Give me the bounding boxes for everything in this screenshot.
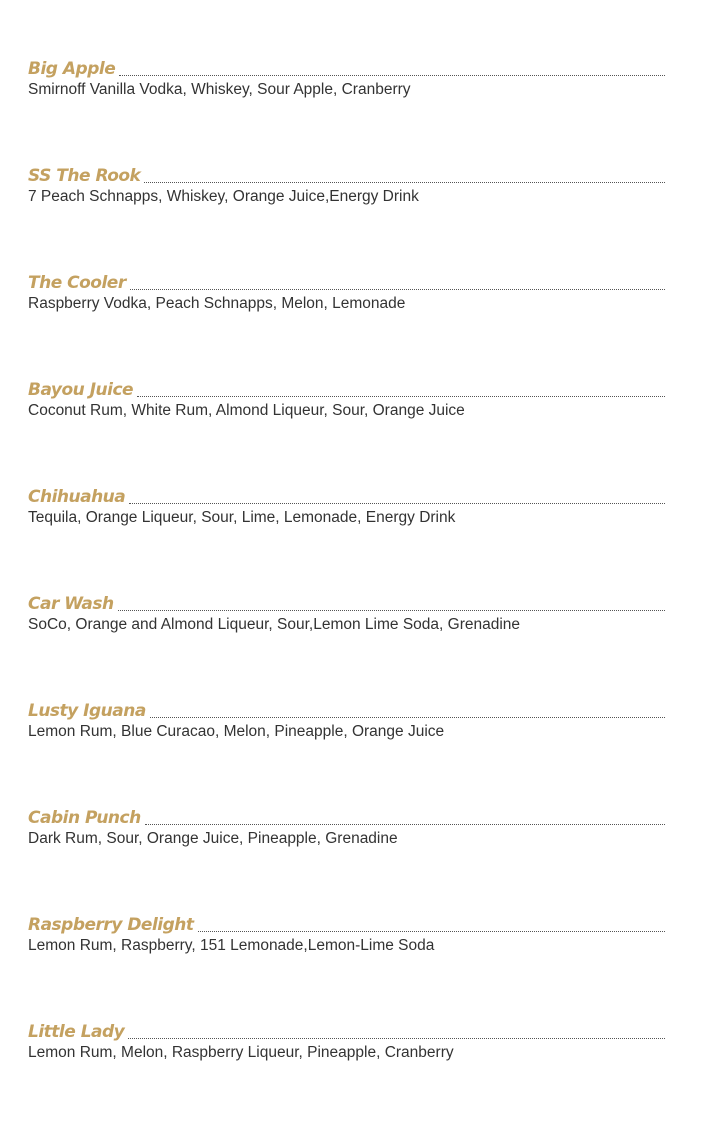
menu-item-header xyxy=(28,165,665,188)
dotted-leader xyxy=(198,931,665,932)
dotted-leader xyxy=(145,824,665,825)
drink-ingredients: Raspberry Vodka, Peach Schnapps, Melon, Lemonade xyxy=(28,295,406,312)
drink-name: Chihuahua xyxy=(28,487,126,507)
menu-item-header xyxy=(28,272,665,295)
drink-name: Car Wash xyxy=(28,594,114,614)
drink-ingredients: Dark Rum, Sour, Orange Juice, Pineapple, Grenadine xyxy=(28,830,398,847)
drink-ingredients: Coconut Rum, White Rum, Almond Liqueur, Sour, Orange Juice xyxy=(28,402,465,419)
menu-item xyxy=(28,486,665,593)
drink-name: Little Lady xyxy=(28,1022,125,1042)
drink-name: The Cooler xyxy=(28,273,126,293)
dotted-leader xyxy=(118,610,665,611)
menu-item-header xyxy=(28,1021,665,1044)
dotted-leader xyxy=(137,396,665,397)
menu-item xyxy=(28,58,665,165)
drink-ingredients: SoCo, Orange and Almond Liqueur, Sour,Lemon Lime Soda, Grenadine xyxy=(28,616,521,633)
menu-item-header xyxy=(28,58,665,81)
drink-ingredients: Smirnoff Vanilla Vodka, Whiskey, Sour Apple, Cranberry xyxy=(28,81,411,98)
menu-item-header xyxy=(28,379,665,402)
drink-name: Big Apple xyxy=(28,59,116,79)
menu-item-header xyxy=(28,486,665,509)
menu-item-header xyxy=(28,700,665,723)
menu-item xyxy=(28,272,665,379)
drink-name: Lusty Iguana xyxy=(28,701,146,721)
dotted-leader xyxy=(129,503,665,504)
menu-item xyxy=(28,807,665,914)
menu-item-header xyxy=(28,807,665,830)
menu-item xyxy=(28,914,665,1021)
drink-ingredients: Lemon Rum, Melon, Raspberry Liqueur, Pineapple, Cranberry xyxy=(28,1044,454,1061)
dotted-leader xyxy=(130,289,665,290)
drink-name: Bayou Juice xyxy=(28,380,134,400)
drink-ingredients: Tequila, Orange Liqueur, Sour, Lime, Lemonade, Energy Drink xyxy=(28,509,456,526)
drink-ingredients: Lemon Rum, Blue Curacao, Melon, Pineapple, Orange Juice xyxy=(28,723,445,740)
dotted-leader xyxy=(144,182,665,183)
drink-name: Cabin Punch xyxy=(28,808,141,828)
menu-item xyxy=(28,593,665,700)
menu-item xyxy=(28,165,665,272)
dotted-leader xyxy=(119,75,665,76)
drink-ingredients: 7 Peach Schnapps, Whiskey, Orange Juice,Energy Drink xyxy=(28,188,419,205)
menu-item xyxy=(28,379,665,486)
dotted-leader xyxy=(150,717,665,718)
menu-item-header xyxy=(28,914,665,937)
dotted-leader xyxy=(128,1038,665,1039)
menu-item xyxy=(28,700,665,807)
menu-item-header xyxy=(28,593,665,616)
drink-name: SS The Rook xyxy=(28,166,141,186)
drink-name: Raspberry Delight xyxy=(28,915,194,935)
drink-menu xyxy=(28,58,665,1128)
menu-item xyxy=(28,1021,665,1128)
drink-ingredients: Lemon Rum, Raspberry, 151 Lemonade,Lemon-Lime Soda xyxy=(28,937,435,954)
